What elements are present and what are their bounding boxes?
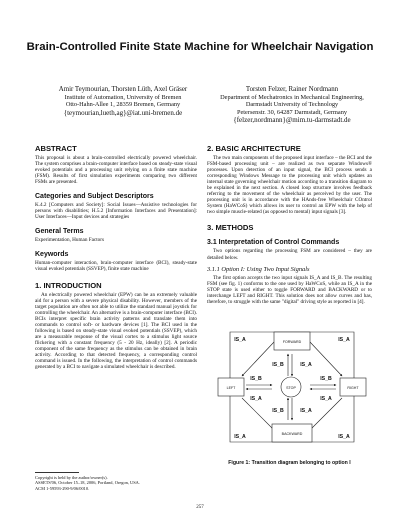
- copyright-notice: [35, 472, 197, 491]
- author-block-right: [212, 86, 372, 124]
- introduction-heading: 1. INTRODUCTION: [35, 280, 102, 290]
- state-label-stop: STOP: [286, 386, 296, 390]
- right-column: [207, 144, 372, 305]
- page-number: 257: [196, 505, 204, 510]
- interpretation-text: Two options regarding the processing FSM are considered – they are detailed below.: [207, 248, 372, 261]
- figure-caption: Figure 1: Transition diagram belonging to option I: [228, 460, 351, 466]
- footnote-rule: [35, 472, 79, 473]
- signal-label-is-a: IS_A: [250, 396, 262, 402]
- abstract-heading: ABSTRACT: [35, 144, 77, 153]
- transition-left-backward: [242, 398, 274, 430]
- state-label-left: LEFT: [226, 386, 236, 390]
- state-label-forward: FORWARD: [282, 340, 302, 344]
- categories-heading: Categories and Subject Descriptors: [35, 193, 154, 201]
- basic-architecture-heading: 2. BASIC ARCHITECTURE: [207, 144, 301, 153]
- transition-forward-left: [242, 342, 274, 376]
- interpretation-heading: 3.1 Interpretation of Control Commands: [207, 239, 340, 247]
- author-names: Amir Teymourian, Thorsten Lüth, Axel Gräser: [58, 86, 188, 93]
- option-text: The first option accepts the two input signals IS_A and IS_B. The resulting FSM (see fig. 1) conforms to the one used by HaWCoS, while an IS_A in the STOP state is used either to toggle FORWARD and BACKWARD or to interchange LEFT and RIGHT. This solution does not allow curves and has, therefore, to struggle with the same "digital" driving style as reported in [4].: [207, 274, 372, 305]
- transition-forward-right: [310, 342, 342, 376]
- author-email: {felzer,nordmann}@mim.tu-darmstadt.de: [233, 115, 351, 124]
- signal-label-is-b: IS_B: [250, 376, 262, 382]
- signal-label-is-a: IS_A: [320, 396, 332, 402]
- author-address: Otto-Hahn-Allee 1, 28359 Bremen, Germany: [65, 101, 181, 109]
- signal-label-is-a: IS_A: [234, 434, 246, 440]
- transition-diagram: [214, 318, 370, 456]
- keywords-heading: Keywords: [35, 251, 69, 259]
- abstract-text: This proposal is about a brain-controlled electrically powered wheelchair. The system comprises a brain-computer interface based on steady-state visual evoked potentials and a processing unit relying on a finite state machine (FSM). Results of first simulation experiments comparing two different FSMs are presented.: [35, 155, 197, 186]
- signal-label-is-a: IS_A: [300, 408, 312, 414]
- author-address: Petersenstr. 30, 64287 Darmstadt, Germany: [237, 108, 347, 116]
- author-affiliation: Department of Mechatronics in Mechanical Engineering, Darmstadt University of Technology: [220, 94, 364, 109]
- categories-text: K.4.2 [Computers and Society]: Social Issues—Assistive technologies for persons with disabilities; H.5.2 [Information Interfaces and Presentation]: User Interfaces—Input devices and strategies: [35, 202, 197, 221]
- paper-title: Brain-Controlled Finite State Machine for Wheelchair Navigation: [26, 41, 374, 53]
- isbn-line: ACM 1-59593-290-9/06/0010.: [35, 485, 90, 491]
- general-terms-heading: General Terms: [35, 228, 84, 236]
- signal-label-is-a: IS_A: [338, 337, 350, 343]
- transition-right-backward: [310, 398, 342, 430]
- author-affiliation: Institute of Automation, University of Bremen: [64, 94, 182, 101]
- signal-label-is-a: IS_A: [338, 434, 350, 440]
- signal-label-is-a: IS_A: [234, 337, 246, 343]
- author-names: Torsten Felzer, Rainer Nordmann: [245, 86, 339, 93]
- keywords-text: Human-computer interaction, brain-computer interface (BCI), steady-state visual evoked potentials (SSVEP), finite state machine: [35, 260, 197, 273]
- signal-label-is-b: IS_B: [272, 408, 284, 414]
- signal-label-is-b: IS_B: [320, 376, 332, 382]
- signal-label-is-b: IS_B: [272, 362, 284, 368]
- author-email: {teymourian,lueth,ag}@iat.uni-bremen.de: [63, 108, 183, 117]
- option-heading: 3.1.1 Option I: Using Two Input Signals: [207, 265, 310, 273]
- general-terms-text: Experimentation, Human Factors: [35, 237, 105, 244]
- signal-label-is-a: IS_A: [300, 362, 312, 368]
- author-block-left: [38, 86, 208, 117]
- state-label-backward: BACKWARD: [281, 432, 303, 436]
- methods-heading: 3. METHODS: [207, 223, 254, 233]
- basic-architecture-text: The two main components of the proposed input interface – the BCI and the FSM-based processing unit – are realized as two separate Windows® processes. Upon detection of an input signal, the BCI process sends a corresponding Windows Message to the processing unit which updates an internal state governing wheelchair motion according to a transition diagram to be explained in the next section. A closed loop structure involves feedback referring to the movement of the wheelchair as perceived by the user. The processing unit is in accordance with the HAnds-free Wheelchair COntrol System (HaWCoS) which allows its user to control an EPW with the help of two simple muscle-related (as opposed to mental) input signals [3].: [207, 155, 372, 216]
- copyright-line: Copyright is held by the author/owner(s).: [35, 475, 108, 480]
- introduction-text: An electrically powered wheelchair (EPW) can be an extremely valuable aid for a person with a severe physical disability. However, members of the target population are often not able to utilize the standard manual joystick for controlling the wheelchair. An alternative is a brain-computer interface (BCI). BCIs interpret specific brain activity patterns and translate them into commands to control soft- or hardware devices [1]. The BCI used in the following is based on steady-state visual evoked potentials (SSVEP), which are a measurable response of the visual cortex to a stimulus light source flickering with a constant frequency (5 - 20 Hz, ideally) [2]. A periodic component of the same frequency as the stimulus can be obtained in brain activity. According to that detected frequency, a corresponding control command is issued. In the following, the interpretation of control commands generated by a BCI to navigate a simulated wheelchair is described.: [35, 291, 197, 371]
- left-column: [35, 144, 197, 370]
- conference-line: ASSETS'06, October 15–18, 2006, Portland, Oregon, USA.: [35, 480, 140, 486]
- state-label-right: RIGHT: [347, 386, 359, 390]
